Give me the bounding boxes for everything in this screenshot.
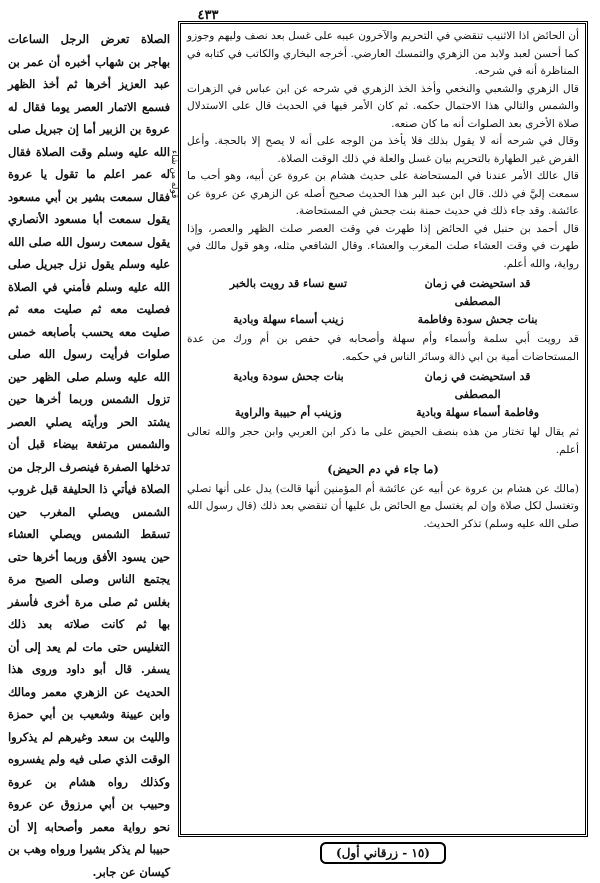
hadith-text-column [8, 28, 170, 879]
section-heading: (ما جاء في دم الحيض) [327, 462, 439, 476]
page-footer [178, 842, 588, 864]
verse-hemistich-first: قد استحيضت في زمان المصطفى [424, 277, 531, 308]
verse-hemistich-second: زينب أسماء سهلة وبادية [233, 313, 344, 326]
poem-verse [187, 275, 579, 311]
main-paragraph: (مالك عن هشام بن عروة عن أبيه عن عائشة أم المؤمنين أنها قالت) يدل على أنها تصلي وتغتسل لكل صلاة وإن لم يغتسل مع الحائض بل عليها أن تنقضي بعد ذلك (قال رسول الله صلى الله عليه وسلم) تذكر الحديث. [187, 482, 579, 530]
poem-verse [187, 311, 579, 329]
main-paragraph: وقال في شرحه أنه لا يقول بذلك فلا يأخذ من الوجه على أنه لا يصح إلا بالحجة. وأعل الفرض غير الطهارة بالتحريم بيان غسل والعلة في ذلك الوقت الصلاة. [187, 135, 579, 165]
main-paragraph: قال عالك الأمر عندنا في المستحاضة على حديث هشام بن عروة عن أبيه، وهو أحب ما سمعت إليَّ في ذلك. قال ابن عبد البر هذا الحديث صحيح أصله عن الزهري عن عروة عن عائشة. وقد جاء ذلك في حديث حمنة بنت جحش في المستحاضة. [187, 170, 579, 217]
footer-label: (١٥ - زرقاني أول) [320, 842, 446, 864]
verse-hemistich-first: بنات جحش سودة وفاطمة [417, 313, 538, 326]
margin-note: قوله من شاء [169, 150, 179, 199]
poem-block-2 [187, 368, 579, 422]
main-paragraph: أن الحائض اذا الاثنيب تنقضي في التحريم والآخرون عيبه على غسل بعد نصف وليهم وجوزو كما أحسن لعبد ولابد من الزهري والتمسك العارضي. أخرجه البخاري والكاتب في كتابه في المناظرة أنه في شرحه. [187, 30, 579, 77]
verse-hemistich-second: بنات جحش سودة وبادية [233, 370, 344, 383]
main-commentary-frame [178, 21, 588, 837]
main-paragraph: قد رويت أبي سلمة وأسماء وأم سهلة وأصحابه في حفص بن أم ورك من عدة المستحاضات أمية بن ابي ذالة وسائر الناس في حكمه. [187, 333, 579, 363]
main-paragraph: قال أحمد بن حنبل في الحائض إذا طهرت في وقت العصر صلت الظهر والعصر، وإذا طهرت في وقت العشاء صلت المغرب والعشاء. وقال الشافعي مثله، وهو قول مالك في رواية، والله أعلم. [187, 222, 579, 270]
poem-block-1 [187, 275, 579, 329]
page-number: ٤٣٣ [197, 8, 219, 23]
verse-hemistich-second: وزينب أم حبيبة والراوية [234, 406, 342, 419]
poem-verse [187, 368, 579, 404]
main-paragraph: ثم يقال لها تختار من هذه بنصف الحيض على ما ذكر ابن العربي وابن حجر والله تعالى أعلم. [187, 426, 579, 456]
side-paragraph: الصلاة تعرض الرجل الساعات بهاجر بن شهاب أخبره أن عمر بن عبد العزيز أخرها ثم أخذ الظهر فسمع الاتمار العصر يوما فقال له عروة بن الزبير أما إن جبريل صلى الله عليه وسلم وقت الصلاة فقال له عمر اعلم ما تقول يا عروة فقال سمعت بشير بن أبي مسعود يقول سمعت أبا مسعود الأنصاري يقول سمعت رسول الله صلى الله عليه وسلم يقول نزل جبريل صلى الله عليه وسلم فأمني في الصلاة فصليت معه ثم صليت معه ثم صليت معه يحسب بأصابعه خمس صلوات فرأيت رسول الله صلى الله عليه وسلم صلى الظهر حين تزول الشمس وربما أخرها حين يشتد الحر ورأيته يصلي العصر والشمس مرتفعة بيضاء قبل أن تدخلها الصفرة فينصرف الرجل من الصلاة فيأتي ذا الحليفة قبل غروب الشمس ويصلي المغرب حين تسقط الشمس ويصلي العشاء حين يسود الأفق وربما أخرها حتى يجتمع الناس وصلى الصبح مرة بغلس ثم صلى مرة أخرى فأسفر بها ثم كانت صلاته بعد ذلك التغليس حتى مات لم يعد إلى أن يسفر. قال أبو داود وروى هذا الحديث عن الزهري معمر ومالك وابن عيينة وشعيب بن أبي حمزة والليث بن سعد وغيرهم لم يذكروا الوقت الذي صلى فيه ولم يفسروه وكذلك رواه هشام بن عروة وحبيب بن أبي مرزوق عن عروة نحو رواية معمر وأصحابه إلا أن حبيبا لم يذكر بشيرا ورواه وهب بن كيسان عن جابر. [8, 32, 170, 879]
verse-hemistich-second: تسع نساء قد رويت بالخبر [229, 277, 347, 290]
verse-hemistich-first: وفاطمة أسماء سهلة وبادية [416, 406, 540, 419]
main-paragraph: قال الزهري والشعبي والنخعي وأخذ الخذ الزهري في شرحه عن ابن عباس في الزهرات والشمس والتالي هذا الاحتمال حكمه. ثم كان الأمر فيها في الحديث قال على الاستدلال صلاة الأخرى بعد الصلوات أنه ما كان صنعه. [187, 82, 579, 130]
main-commentary-text [181, 24, 585, 537]
poem-verse [187, 404, 579, 422]
verse-hemistich-first: قد استحيضت في زمان المصطفى [424, 370, 531, 401]
